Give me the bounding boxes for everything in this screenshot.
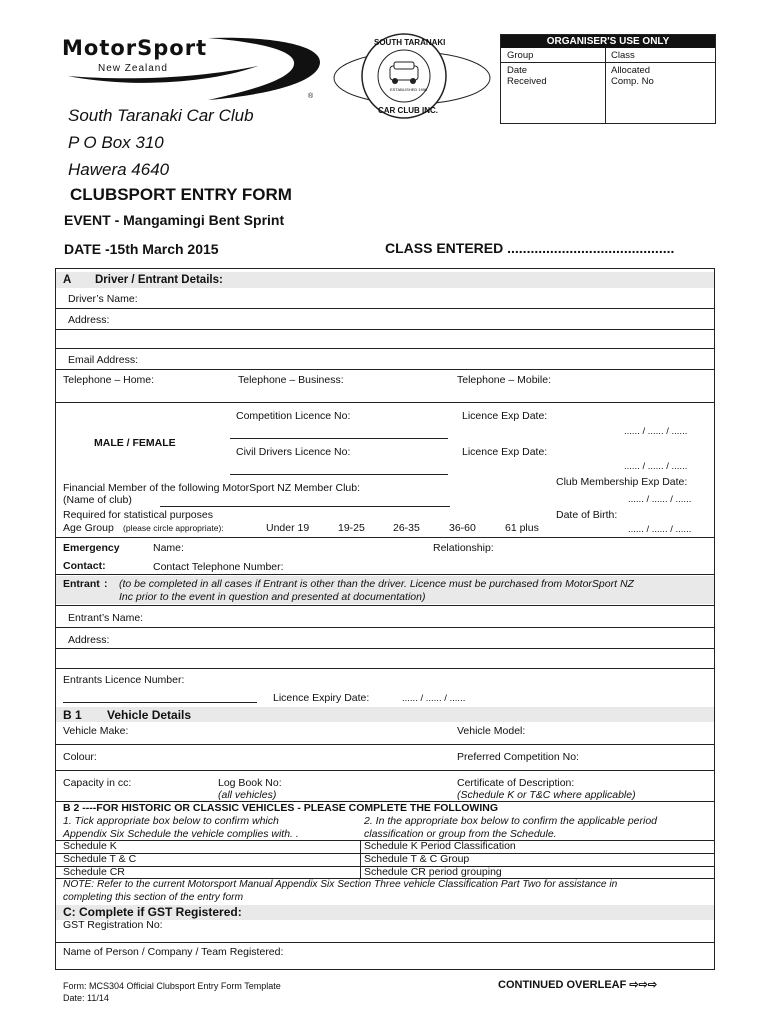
event-name: EVENT - Mangamingi Bent Sprint	[64, 212, 285, 228]
licence-exp-label: Licence Exp Date:	[462, 410, 548, 422]
organiser-box	[500, 34, 716, 124]
certificate-label: Certificate of Description:	[457, 777, 575, 789]
b2-col1-line1: 1. Tick appropriate box below to confirm which	[63, 815, 279, 827]
organiser-allocated-line1: Allocated	[611, 65, 651, 76]
emergency-label: Emergency	[63, 542, 120, 554]
b2-col1-line2: Appendix Six Schedule the vehicle complies with. .	[63, 828, 299, 840]
comp-licence-input[interactable]	[230, 424, 448, 439]
dob-label: Date of Birth:	[556, 509, 618, 521]
event-date: DATE -15th March 2015	[64, 241, 219, 257]
entrant-licence-input[interactable]	[63, 690, 257, 703]
tel-home-label: Telephone – Home:	[63, 374, 155, 386]
club-address1: P O Box 310	[68, 133, 164, 152]
emergency-name-input[interactable]	[190, 540, 426, 556]
b2-note-line1: NOTE: Refer to the current Motorsport Manual Appendix Six Section Three vehicle Classification Part Two for assistance in	[63, 879, 618, 890]
club-exp-label: Club Membership Exp Date:	[556, 476, 688, 488]
class-entered: CLASS ENTERED ...........................................	[385, 240, 675, 256]
age-option-36-60[interactable]: 36-60	[449, 522, 476, 534]
address-input[interactable]	[120, 310, 710, 346]
capacity-label: Capacity in cc:	[63, 777, 132, 789]
drivers-name-label: Driver’s Name:	[68, 293, 138, 305]
name-of-club-label: (Name of club)	[63, 494, 132, 506]
organiser-allocated-line2: Comp. No	[611, 76, 654, 87]
footer-form: Form: MCS304 Official Clubsport Entry Form Template	[63, 981, 281, 991]
drivers-name-input[interactable]	[150, 290, 710, 307]
gst-input[interactable]	[170, 918, 710, 940]
logbook-label: Log Book No:	[218, 777, 282, 789]
age-option-19-25[interactable]: 19-25	[338, 522, 365, 534]
organiser-class: Class	[611, 50, 635, 61]
dob-date[interactable]: ...... / ...... / ......	[628, 524, 692, 535]
entrant-name-label: Entrant’s Name:	[68, 612, 144, 624]
organiser-group: Group	[507, 50, 534, 61]
b2-col2-line1: 2. In the appropriate box below to confirm the applicable period	[364, 815, 658, 827]
tel-business-label: Telephone – Business:	[238, 374, 344, 386]
age-option-61plus[interactable]: 61 plus	[505, 522, 539, 534]
section-c-title: C: Complete if GST Registered:	[63, 905, 242, 919]
contact-phone-input[interactable]	[302, 558, 710, 574]
email-label: Email Address:	[68, 354, 139, 366]
club-name: South Taranaki Car Club	[68, 106, 254, 125]
emergency-relationship-label: Relationship:	[433, 542, 494, 554]
organiser-date-line2: Received	[507, 76, 547, 87]
entrant-colon: :	[104, 578, 108, 590]
registered-person-input[interactable]	[312, 944, 710, 966]
contact-phone-label: Contact Telephone Number:	[153, 561, 284, 573]
schedule-note: (Schedule K or T&C where applicable)	[457, 789, 636, 801]
entrant-label: Entrant	[63, 578, 100, 590]
licence-exp2-label: Licence Exp Date:	[462, 446, 548, 458]
schedule-tc-option[interactable]: Schedule T & C	[63, 853, 137, 865]
licence-exp-date[interactable]: ...... / ...... / ......	[624, 426, 688, 437]
vehicle-make-input[interactable]	[140, 723, 450, 741]
club-address2: Hawera 4640	[68, 160, 170, 179]
motorsport-subtitle: New Zealand	[98, 63, 168, 74]
age-group-label: Age Group	[63, 522, 114, 534]
club-exp-date[interactable]: ...... / ...... / ......	[628, 494, 692, 505]
age-option-26-35[interactable]: 26-35	[393, 522, 420, 534]
schedule-k-period[interactable]: Schedule K Period Classification	[364, 840, 516, 852]
section-a-letter: A	[63, 274, 72, 286]
entrant-name-input[interactable]	[156, 608, 710, 626]
entrant-expiry-date[interactable]: ...... / ...... / ......	[402, 693, 466, 704]
address-label: Address:	[68, 314, 110, 326]
schedule-tc-group[interactable]: Schedule T & C Group	[364, 853, 470, 865]
civil-licence-input[interactable]	[230, 460, 448, 475]
tel-mobile-label: Telephone – Mobile:	[457, 374, 551, 386]
civil-licence-label: Civil Drivers Licence No:	[236, 446, 351, 458]
badge-bottom-text: CAR CLUB INC.	[378, 106, 438, 115]
required-statistical: Required for statistical purposes	[63, 509, 213, 521]
organiser-date-line1: Date	[507, 65, 528, 76]
b2-note-line2: completing this section of the entry form	[63, 892, 244, 903]
motorsport-brand: MotorSport	[62, 36, 208, 60]
tel-mobile-input[interactable]	[566, 372, 710, 390]
section-b2-title: B 2 ----FOR HISTORIC OR CLASSIC VEHICLES - PLEASE COMPLETE THE FOLLOWING	[63, 802, 498, 814]
section-b1-title: Vehicle Details	[107, 708, 192, 722]
all-vehicles-note: (all vehicles)	[218, 789, 277, 801]
vehicle-model-label: Vehicle Model:	[457, 725, 526, 737]
pref-comp-input[interactable]	[596, 748, 710, 766]
emergency-name-label: Name:	[153, 542, 184, 554]
form-title: CLUBSPORT ENTRY FORM	[70, 185, 292, 204]
small-mark: ®	[308, 93, 314, 100]
vehicle-model-input[interactable]	[536, 723, 710, 741]
colour-label: Colour:	[63, 751, 97, 763]
licence-exp2-date[interactable]: ...... / ...... / ......	[624, 461, 688, 472]
age-note: (please circle appropriate):	[123, 523, 224, 533]
badge-center-text: ESTABLISHED 1950	[390, 87, 428, 92]
schedule-k-option[interactable]: Schedule K	[63, 840, 117, 852]
entrant-note-line1: (to be completed in all cases if Entrant is other than the driver. Licence must be purchased from MotorSport NZ	[119, 578, 634, 590]
male-female-option[interactable]: MALE / FEMALE	[94, 437, 176, 449]
entrant-expiry-label: Licence Expiry Date:	[273, 692, 370, 704]
badge-top-text: SOUTH TARANAKI	[374, 38, 446, 47]
organiser-title: ORGANISER'S USE ONLY	[501, 35, 715, 48]
tel-business-input[interactable]	[358, 372, 454, 390]
registered-person-label: Name of Person / Company / Team Registered:	[63, 946, 284, 958]
entrant-note-line2: Inc prior to the event in question and presented at documentation)	[119, 591, 426, 603]
tel-home-input[interactable]	[160, 372, 234, 390]
colour-input[interactable]	[106, 748, 450, 766]
gst-label: GST Registration No:	[63, 919, 163, 931]
footer-date: Date: 11/14	[63, 993, 109, 1003]
section-b1-letter: B 1	[63, 708, 82, 722]
club-name-input[interactable]	[160, 492, 450, 507]
continued-overleaf: CONTINUED OVERLEAF ⇨⇨⇨	[498, 979, 658, 991]
schedule-cr-period[interactable]: Schedule CR period grouping	[364, 866, 502, 878]
age-option-under19[interactable]: Under 19	[266, 522, 310, 534]
email-input[interactable]	[150, 350, 710, 368]
vehicle-make-label: Vehicle Make:	[63, 725, 129, 737]
pref-comp-label: Preferred Competition No:	[457, 751, 579, 763]
club-badge-logo	[332, 28, 492, 128]
motorsport-logo	[58, 36, 324, 100]
b2-col2-line2: classification or group from the Schedule.	[364, 828, 557, 840]
financial-member-label: Financial Member of the following MotorSport NZ Member Club:	[63, 482, 361, 494]
entrant-licence-label: Entrants Licence Number:	[63, 674, 185, 686]
schedule-cr-option[interactable]: Schedule CR	[63, 866, 125, 878]
section-a-title: Driver / Entrant Details:	[95, 274, 223, 286]
comp-licence-label: Competition Licence No:	[236, 410, 351, 422]
entrant-address-label: Address:	[68, 634, 110, 646]
contact-label: Contact:	[63, 560, 106, 572]
